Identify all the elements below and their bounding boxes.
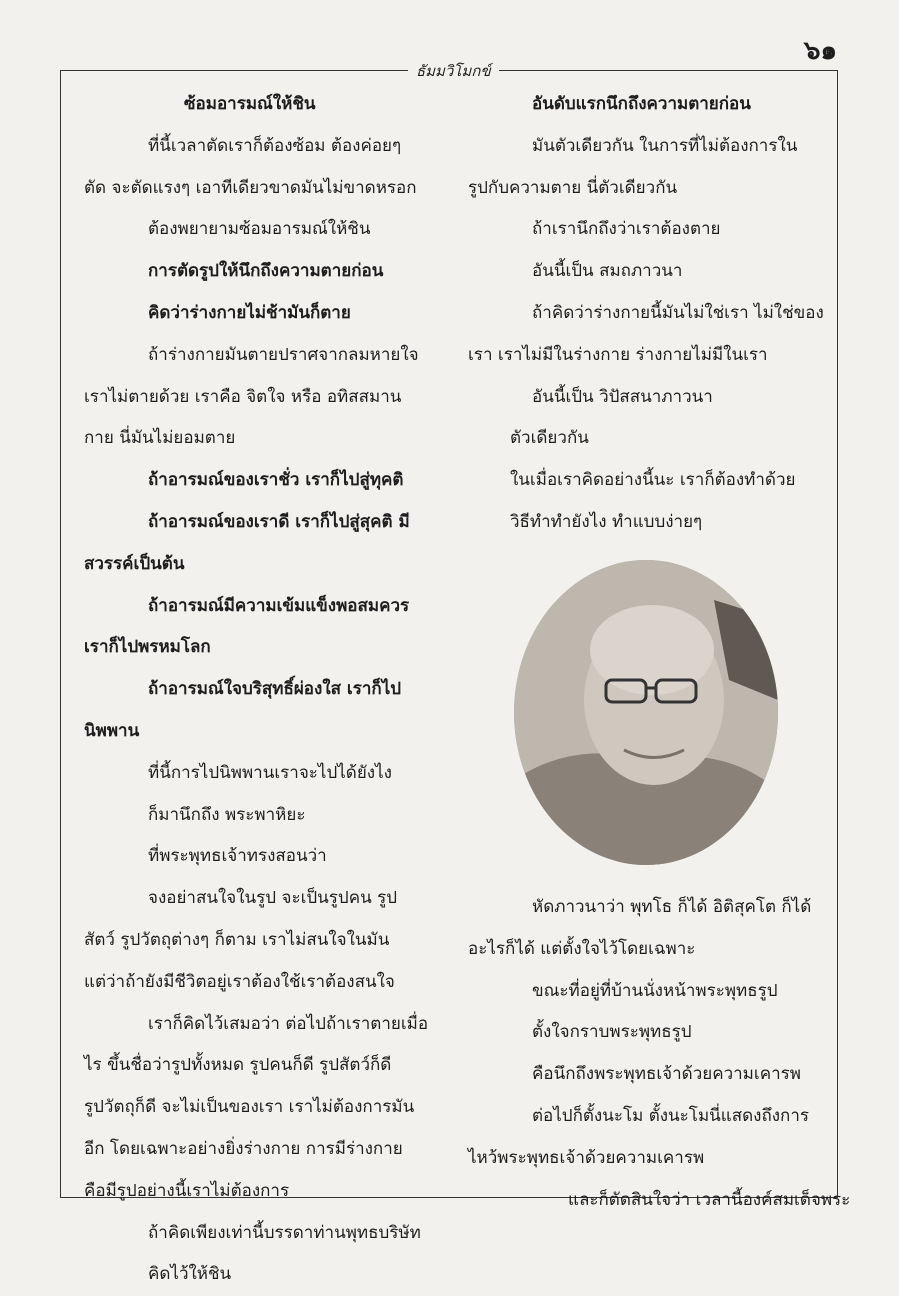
text-line: ถ้าอารมณ์ของเราชั่ว เราก็ไปสู่ทุคติ	[148, 470, 404, 491]
text-line: ตัวเดียวกัน	[510, 428, 589, 449]
text-line: ไร ขึ้นชื่อว่ารูปทั้งหมด รูปคนก็ดี รูปสัตว์ก็ดี	[84, 1055, 392, 1076]
right-column-top	[468, 84, 824, 544]
text-line: อันนี้เป็น สมถภาวนา	[532, 261, 683, 282]
text-line: กาย นี่มันไม่ยอมตาย	[84, 428, 236, 449]
text-line: คิดว่าร่างกายไม่ช้ามันก็ตาย	[148, 302, 351, 323]
text-line: และก็ตัดสินใจว่า เวลานี้องค์สมเด็จพระ	[568, 1189, 851, 1210]
text-line: ตัด จะตัดแรงๆ เอาทีเดียวขาดมันไม่ขาดหรอก	[84, 177, 417, 198]
text-line: ถ้าร่างกายมันตายปราศจากลมหายใจ	[148, 344, 419, 365]
text-line: ที่นี้เวลาตัดเราก็ต้องซ้อม ต้องค่อยๆ	[148, 135, 402, 156]
text-line: ก็มานึกถึง พระพาหิยะ	[148, 804, 306, 825]
text-line: ถ้าคิดว่าร่างกายนี้มันไม่ใช่เรา ไม่ใช่ของ	[532, 302, 824, 323]
text-line: การตัดรูปให้นึกถึงความตายก่อน	[148, 261, 384, 282]
left-column	[84, 84, 442, 1296]
text-line: รูปวัตถุก็ดี จะไม่เป็นของเรา เราไม่ต้องการมัน	[84, 1097, 415, 1118]
text-line: ต้องพยายามซ้อมอารมณ์ให้ชิน	[148, 219, 371, 240]
monk-portrait	[514, 560, 778, 865]
text-line: จงอย่าสนใจในรูป จะเป็นรูปคน รูป	[148, 888, 398, 909]
text-line: วิธีทำทำยังไง ทำแบบง่ายๆ	[510, 511, 703, 532]
text-line: เรา เราไม่มีในร่างกาย ร่างกายไม่มีในเรา	[468, 344, 768, 365]
text-line: เราก็คิดไว้เสมอว่า ต่อไปถ้าเราตายเมื่อ	[148, 1013, 429, 1034]
running-header: ธัมมวิโมกข์	[408, 59, 499, 83]
text-line: อะไรก็ได้ แต่ตั้งใจไว้โดยเฉพาะ	[468, 938, 696, 959]
text-line: อันนี้เป็น วิปัสสนาภาวนา	[532, 386, 713, 407]
text-line: ที่นี้การไปนิพพานเราจะไปได้ยังไง	[148, 762, 392, 783]
text-line: ที่พระพุทธเจ้าทรงสอนว่า	[148, 846, 327, 867]
text-line: ขณะที่อยู่ที่บ้านนั่งหน้าพระพุทธรูป	[532, 980, 778, 1001]
text-line: ตั้งใจกราบพระพุทธรูป	[532, 1022, 692, 1043]
text-line: ถ้าอารมณ์ของเราดี เราก็ไปสู่สุคติ มี	[148, 511, 410, 532]
text-line: มันตัวเดียวกัน ในการที่ไม่ต้องการใน	[532, 135, 798, 156]
text-line: รูปกับความตาย นี่ตัวเดียวกัน	[468, 177, 678, 198]
text-line: หัดภาวนาว่า พุทโธ ก็ได้ อิติสุคโต ก็ได้	[532, 897, 812, 917]
text-line: ถ้าอารมณ์มีความเข้มแข็งพอสมควร	[148, 595, 410, 616]
text-line: อันดับแรกนึกถึงความตายก่อน	[532, 94, 751, 114]
text-line: ซ้อมอารมณ์ให้ชิน	[184, 94, 316, 114]
text-line: คิดไว้ให้ชิน	[148, 1264, 232, 1285]
text-line: ถ้าคิดเพียงเท่านี้บรรดาท่านพุทธบริษัท	[148, 1222, 421, 1243]
text-line: ถ้าอารมณ์ใจบริสุทธิ์ผ่องใส เราก็ไป	[148, 679, 402, 700]
text-line: ถ้าเรานึกถึงว่าเราต้องตาย	[532, 219, 721, 240]
text-line: คือนึกถึงพระพุทธเจ้าด้วยความเคารพ	[532, 1064, 801, 1085]
right-column-bottom	[468, 887, 851, 1221]
text-line: เราไม่ตายด้วย เราคือ จิตใจ หรือ อทิสสมาน	[84, 386, 402, 407]
page-number: ๖๑	[803, 36, 837, 66]
text-line: สัตว์ รูปวัตถุต่างๆ ก็ตาม เราไม่สนใจในมัน	[84, 929, 390, 950]
text-line: อีก โดยเฉพาะอย่างยิ่งร่างกาย การมีร่างกาย	[84, 1138, 403, 1159]
text-line: ไหว้พระพุทธเจ้าด้วยความเคารพ	[468, 1147, 705, 1168]
text-line: ต่อไปก็ตั้งนะโม ตั้งนะโมนี่แสดงถึงการ	[532, 1105, 810, 1126]
text-line: ในเมื่อเราคิดอย่างนี้นะ เราก็ต้องทำด้วย	[510, 470, 796, 491]
text-line: นิพพาน	[84, 720, 140, 741]
text-line: คือมีรูปอย่างนี้เราไม่ต้องการ	[84, 1180, 290, 1201]
text-line: เราก็ไปพรหมโลก	[84, 637, 211, 658]
text-line: แต่ว่าถ้ายังมีชีวิตอยู่เราต้องใช้เราต้องสนใจ	[84, 971, 395, 992]
text-line: สวรรค์เป็นต้น	[84, 553, 185, 574]
